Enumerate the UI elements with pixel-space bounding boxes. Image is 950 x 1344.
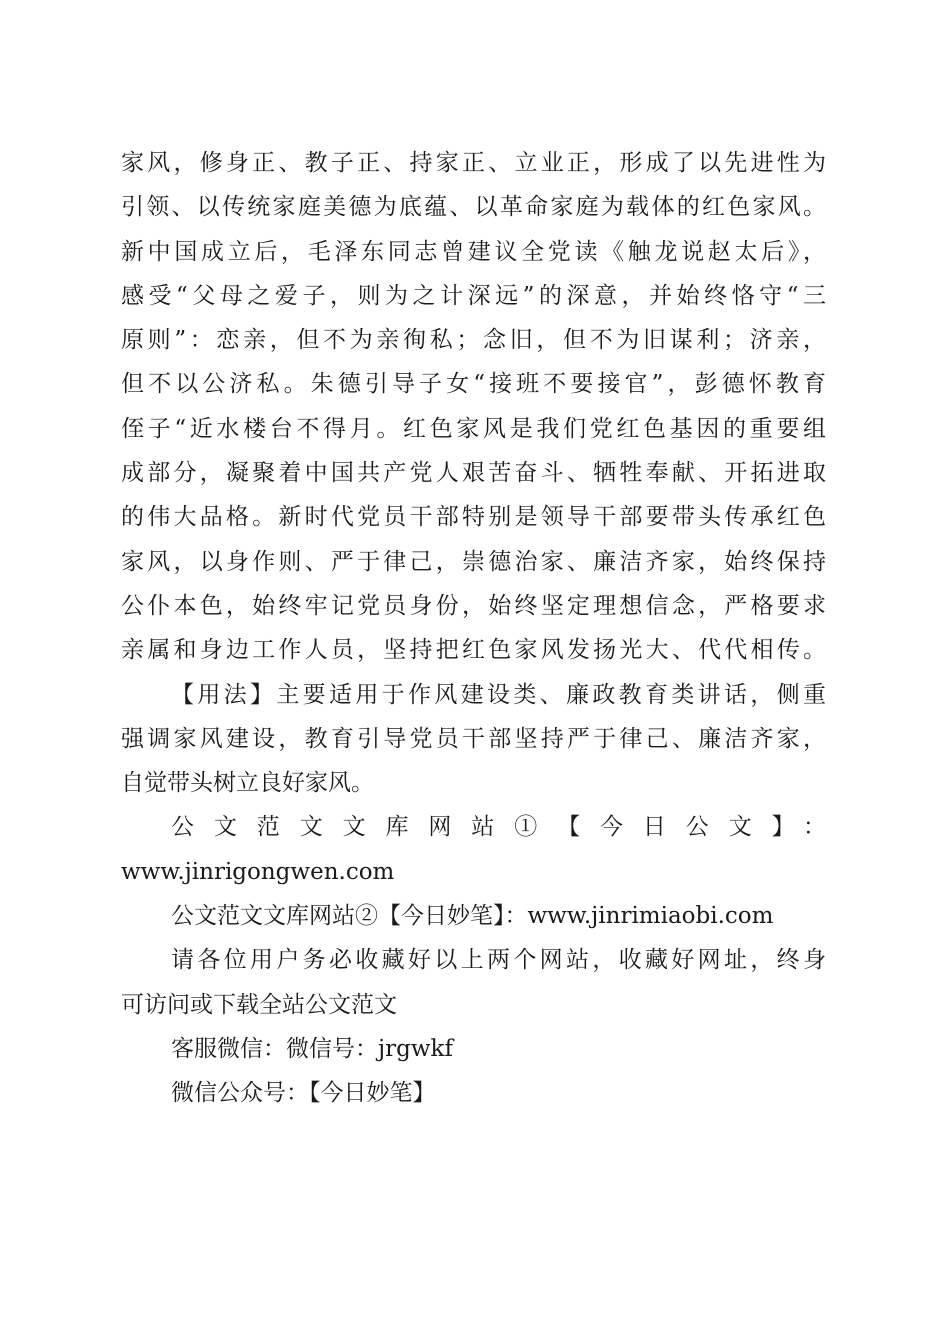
official-account: 微信公众号：【今日妙笔】 — [171, 1080, 436, 1107]
notice-line: 可访问或下载全站公文范文 — [121, 991, 397, 1018]
document-body — [121, 141, 826, 1116]
notice-line: 请各位用户务必收藏好以上两个网站，收藏好网址，终身 — [171, 947, 826, 974]
usage-paragraph — [121, 673, 826, 806]
site1-label: 公文范文文库网站①【今日公文】： — [171, 814, 826, 841]
body-line: 家风，修身正、教子正、持家正、立业正，形成了以先进性为 — [121, 150, 826, 176]
body-line: 的伟大品格。新时代党员干部特别是领导干部要带头传承红色 — [121, 504, 826, 531]
body-line: 引领、以传统家庭美德为底蕴、以革命家庭为载体的红色家风。 — [121, 194, 826, 221]
body-line: 公仆本色，始终牢记党员身份，始终坚定理想信念，严格要求 — [121, 592, 826, 619]
usage-line: 【用法】主要适用于作风建设类、廉政教育类讲话，侧重 — [171, 681, 826, 708]
body-line: 原则”：恋亲，但不为亲徇私；念旧，但不为旧谋利；济亲， — [121, 327, 826, 354]
body-line: 但不以公济私。朱德引导子女“接班不要接官”，彭德怀教育 — [121, 371, 826, 398]
usage-line: 自觉带头树立良好家风。 — [121, 770, 374, 797]
body-line: 亲属和身边工作人员，坚持把红色家风发扬光大、代代相传。 — [121, 637, 826, 664]
service-wechat: 客服微信：微信号：jrgwkf — [171, 1035, 453, 1062]
site2-line: 公文范文文库网站②【今日妙笔】：www.jinrimiaobi.com — [171, 903, 774, 930]
body-line: 新中国成立后，毛泽东同志曾建议全党读《触龙说赵太后》， — [121, 238, 826, 265]
body-paragraph — [121, 141, 826, 673]
body-line: 侄子“近水楼台不得月。红色家风是我们党红色基因的重要组 — [121, 415, 826, 442]
site1-url: www.jinrigongwen.com — [121, 858, 395, 885]
usage-line: 强调家风建设，教育引导党员干部坚持严于律己、廉洁齐家， — [121, 725, 826, 752]
site-ads — [121, 805, 826, 1115]
body-line: 感受“父母之爱子，则为之计深远”的深意，并始终恪守“三 — [121, 282, 826, 309]
body-line: 家风，以身作则、严于律己，崇德治家、廉洁齐家，始终保持 — [121, 548, 826, 575]
body-line: 成部分，凝聚着中国共产党人艰苦奋斗、牺牲奉献、开拓进取 — [121, 460, 826, 487]
